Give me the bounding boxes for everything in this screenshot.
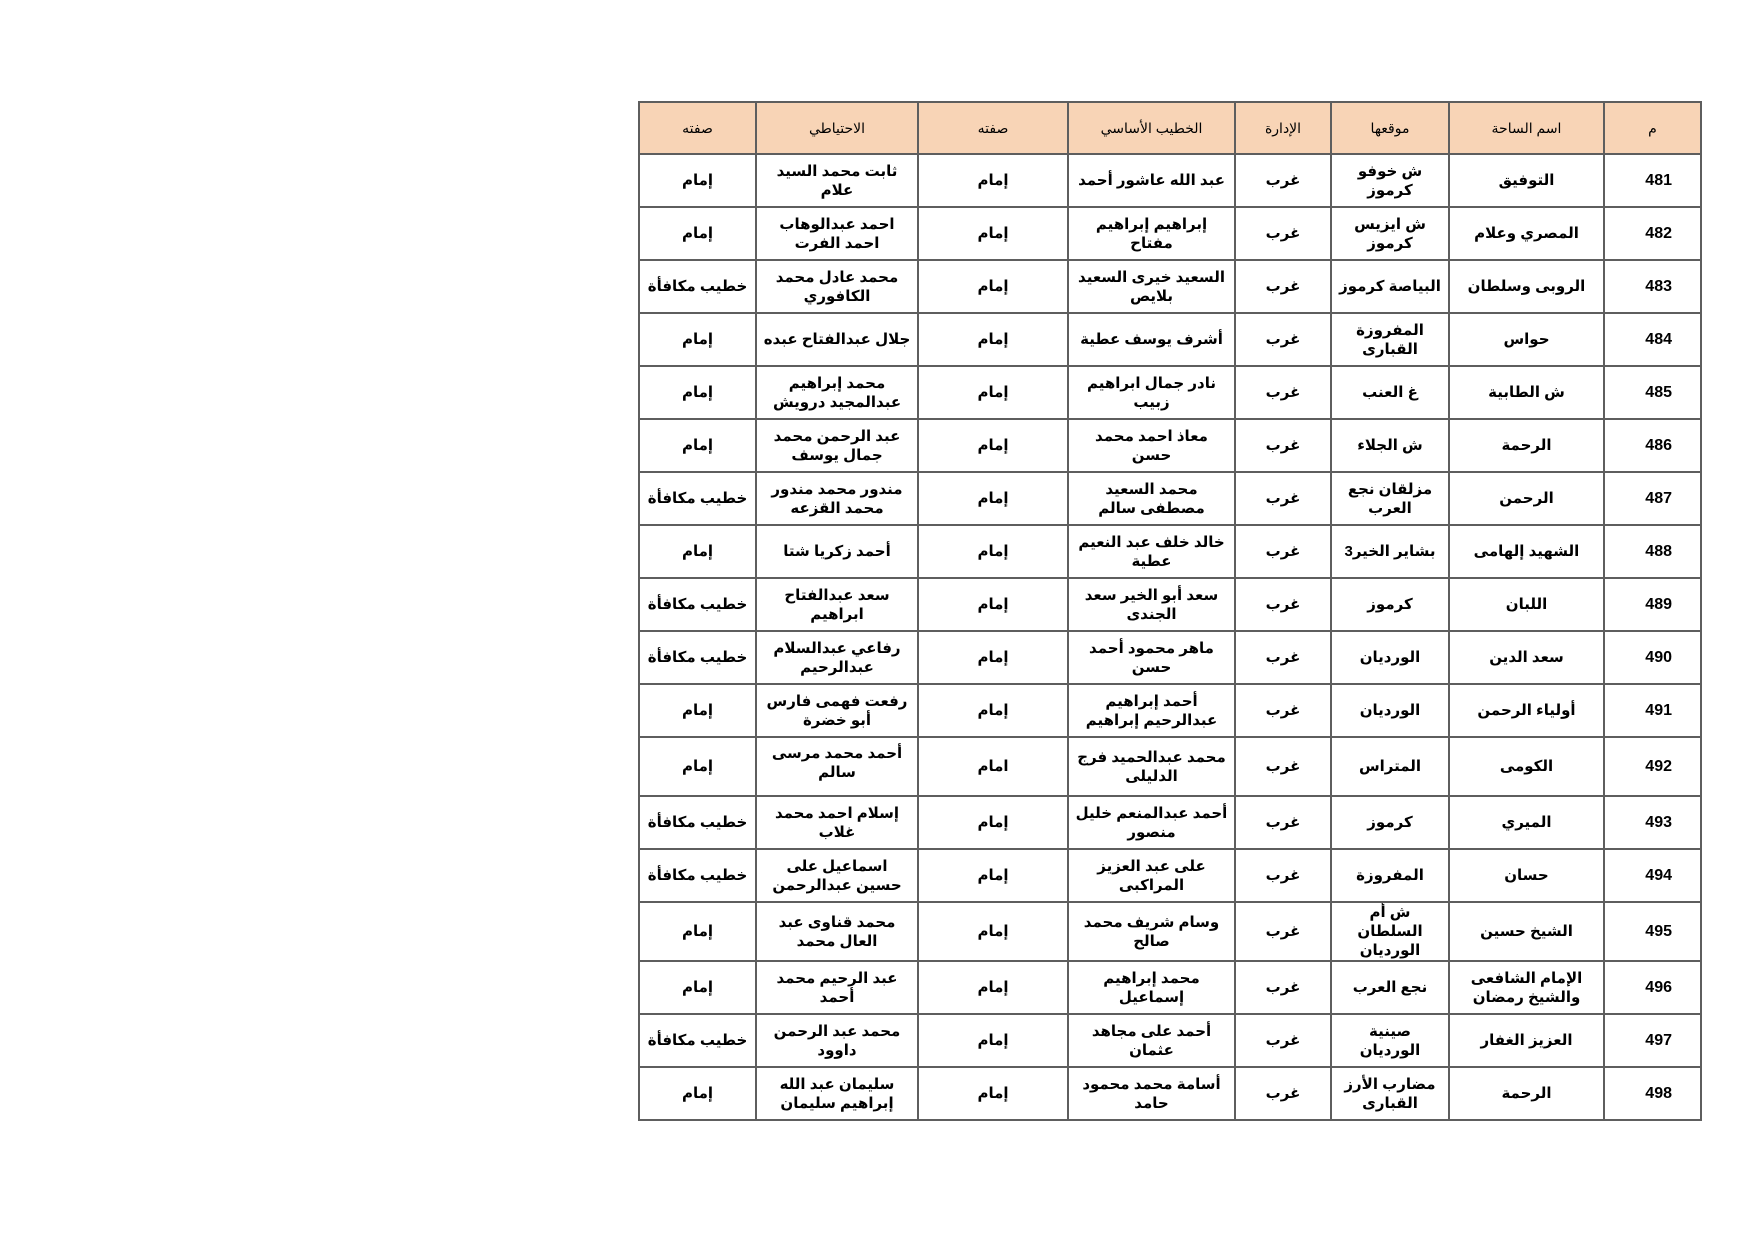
cell-administration: غرب — [1235, 849, 1331, 902]
cell-main-preacher: معاذ احمد محمد حسن — [1068, 419, 1235, 472]
header-administration: الإدارة — [1235, 102, 1331, 154]
cell-location: بشاير الخير3 — [1331, 525, 1449, 578]
table-row — [639, 313, 1701, 366]
cell-administration: غرب — [1235, 902, 1331, 961]
cell-main-role: إمام — [918, 260, 1068, 313]
cell-location: الورديان — [1331, 684, 1449, 737]
cell-number: 481 — [1604, 154, 1701, 207]
header-backup-role: صفته — [639, 102, 756, 154]
cell-backup: احمد عبدالوهاب احمد الفرت — [756, 207, 918, 260]
cell-main-preacher: ماهر محمود أحمد حسن — [1068, 631, 1235, 684]
table-row — [639, 737, 1701, 796]
cell-location: ش ايزيس كرموز — [1331, 207, 1449, 260]
cell-main-preacher: أحمد عبدالمنعم خليل منصور — [1068, 796, 1235, 849]
cell-square-name: العزيز الغفار — [1449, 1014, 1604, 1067]
cell-number: 488 — [1604, 525, 1701, 578]
table-row — [639, 207, 1701, 260]
cell-number: 498 — [1604, 1067, 1701, 1120]
table-row — [639, 1014, 1701, 1067]
cell-administration: غرب — [1235, 737, 1331, 796]
cell-location: ش خوفو كرموز — [1331, 154, 1449, 207]
cell-main-role: إمام — [918, 472, 1068, 525]
cell-location: ش الجلاء — [1331, 419, 1449, 472]
cell-backup-role: إمام — [639, 525, 756, 578]
cell-administration: غرب — [1235, 631, 1331, 684]
cell-backup-role: خطيب مكافأة — [639, 260, 756, 313]
cell-backup: رفاعي عبدالسلام عبدالرحيم — [756, 631, 918, 684]
cell-number: 496 — [1604, 961, 1701, 1014]
cell-square-name: الرحمة — [1449, 1067, 1604, 1120]
cell-backup: جلال عبدالفتاح عبده — [756, 313, 918, 366]
table-row — [639, 961, 1701, 1014]
cell-backup: عبد الرحيم محمد أحمد — [756, 961, 918, 1014]
cell-square-name: حواس — [1449, 313, 1604, 366]
cell-main-role: إمام — [918, 849, 1068, 902]
cell-main-preacher: عبد الله عاشور أحمد — [1068, 154, 1235, 207]
cell-backup-role: إمام — [639, 684, 756, 737]
cell-square-name: الروبى وسلطان — [1449, 260, 1604, 313]
cell-number: 495 — [1604, 902, 1701, 961]
cell-backup-role: إمام — [639, 154, 756, 207]
cell-main-preacher: إبراهيم إبراهيم مفتاح — [1068, 207, 1235, 260]
cell-main-role: إمام — [918, 902, 1068, 961]
cell-square-name: الرحمة — [1449, 419, 1604, 472]
cell-number: 492 — [1604, 737, 1701, 796]
cell-location: المفروزة — [1331, 849, 1449, 902]
header-main-preacher: الخطيب الأساسي — [1068, 102, 1235, 154]
cell-backup: عبد الرحمن محمد جمال يوسف — [756, 419, 918, 472]
table-row — [639, 260, 1701, 313]
cell-location: المتراس — [1331, 737, 1449, 796]
header-location: موقعها — [1331, 102, 1449, 154]
cell-backup-role: خطيب مكافأة — [639, 472, 756, 525]
cell-square-name: الشيخ حسين — [1449, 902, 1604, 961]
cell-number: 493 — [1604, 796, 1701, 849]
cell-main-role: إمام — [918, 313, 1068, 366]
cell-number: 487 — [1604, 472, 1701, 525]
cell-location: صينية الورديان — [1331, 1014, 1449, 1067]
cell-location: مضارب الأرز القبارى — [1331, 1067, 1449, 1120]
cell-administration: غرب — [1235, 961, 1331, 1014]
table-row — [639, 849, 1701, 902]
table-row — [639, 154, 1701, 207]
table-row — [639, 419, 1701, 472]
cell-number: 490 — [1604, 631, 1701, 684]
cell-administration: غرب — [1235, 472, 1331, 525]
cell-number: 489 — [1604, 578, 1701, 631]
cell-number: 483 — [1604, 260, 1701, 313]
cell-main-preacher: أسامة محمد محمود حامد — [1068, 1067, 1235, 1120]
cell-square-name: أولياء الرحمن — [1449, 684, 1604, 737]
cell-location: الورديان — [1331, 631, 1449, 684]
cell-main-role: إمام — [918, 631, 1068, 684]
cell-number: 484 — [1604, 313, 1701, 366]
cell-square-name: التوفيق — [1449, 154, 1604, 207]
cell-administration: غرب — [1235, 578, 1331, 631]
table-header-row — [639, 102, 1701, 154]
cell-main-preacher: نادر جمال ابراهيم زبيب — [1068, 366, 1235, 419]
table-row — [639, 578, 1701, 631]
cell-backup-role: إمام — [639, 1067, 756, 1120]
cell-backup: محمد عادل محمد الكافوري — [756, 260, 918, 313]
cell-location: كرموز — [1331, 796, 1449, 849]
cell-backup: مندور محمد مندور محمد القزعه — [756, 472, 918, 525]
cell-number: 494 — [1604, 849, 1701, 902]
cell-number: 491 — [1604, 684, 1701, 737]
cell-backup-role: إمام — [639, 313, 756, 366]
cell-main-role: إمام — [918, 1067, 1068, 1120]
cell-main-role: إمام — [918, 684, 1068, 737]
cell-administration: غرب — [1235, 207, 1331, 260]
table-row — [639, 525, 1701, 578]
cell-main-preacher: محمد إبراهيم إسماعيل — [1068, 961, 1235, 1014]
cell-square-name: الرحمن — [1449, 472, 1604, 525]
table-row — [639, 1067, 1701, 1120]
header-square-name: اسم الساحة — [1449, 102, 1604, 154]
cell-administration: غرب — [1235, 313, 1331, 366]
cell-administration: غرب — [1235, 154, 1331, 207]
table-row — [639, 472, 1701, 525]
table-row — [639, 366, 1701, 419]
table-row — [639, 796, 1701, 849]
header-number: م — [1604, 102, 1701, 154]
cell-administration: غرب — [1235, 1067, 1331, 1120]
cell-main-role: إمام — [918, 154, 1068, 207]
cell-administration: غرب — [1235, 525, 1331, 578]
cell-backup: أحمد محمد مرسى سالم — [756, 737, 918, 796]
cell-backup-role: خطيب مكافأة — [639, 578, 756, 631]
cell-square-name: المصري وعلام — [1449, 207, 1604, 260]
cell-backup: سليمان عبد الله إبراهيم سليمان — [756, 1067, 918, 1120]
cell-main-role: امام — [918, 737, 1068, 796]
cell-administration: غرب — [1235, 419, 1331, 472]
cell-location: نجع العرب — [1331, 961, 1449, 1014]
cell-backup: محمد إبراهيم عبدالمجيد درويش — [756, 366, 918, 419]
cell-location: كرموز — [1331, 578, 1449, 631]
cell-backup-role: إمام — [639, 419, 756, 472]
cell-main-role: إمام — [918, 419, 1068, 472]
cell-main-preacher: وسام شريف محمد صالح — [1068, 902, 1235, 961]
cell-location: البياصة كرموز — [1331, 260, 1449, 313]
cell-backup-role: خطيب مكافأة — [639, 631, 756, 684]
cell-administration: غرب — [1235, 1014, 1331, 1067]
cell-main-role: إمام — [918, 366, 1068, 419]
header-main-role: صفته — [918, 102, 1068, 154]
cell-backup: ثابت محمد السيد علام — [756, 154, 918, 207]
cell-administration: غرب — [1235, 366, 1331, 419]
cell-square-name: الكومى — [1449, 737, 1604, 796]
cell-square-name: اللبان — [1449, 578, 1604, 631]
cell-main-preacher: أشرف يوسف عطية — [1068, 313, 1235, 366]
cell-backup-role: خطيب مكافأة — [639, 796, 756, 849]
table-row — [639, 631, 1701, 684]
cell-main-role: إمام — [918, 961, 1068, 1014]
cell-backup: محمد عبد الرحمن داوود — [756, 1014, 918, 1067]
cell-number: 497 — [1604, 1014, 1701, 1067]
cell-main-preacher: خالد خلف عبد النعيم عطية — [1068, 525, 1235, 578]
cell-main-role: إمام — [918, 525, 1068, 578]
cell-square-name: سعد الدين — [1449, 631, 1604, 684]
header-backup: الاحتياطي — [756, 102, 918, 154]
cell-backup: سعد عبدالفتاح ابراهيم — [756, 578, 918, 631]
cell-backup: أحمد زكريا شتا — [756, 525, 918, 578]
cell-main-role: إمام — [918, 1014, 1068, 1067]
cell-backup-role: إمام — [639, 961, 756, 1014]
cell-location: غ العنب — [1331, 366, 1449, 419]
cell-backup: محمد قناوى عبد العال محمد — [756, 902, 918, 961]
cell-square-name: ش الطابية — [1449, 366, 1604, 419]
cell-number: 486 — [1604, 419, 1701, 472]
preachers-table — [638, 101, 1702, 1121]
cell-main-preacher: السعيد خيرى السعيد بلايص — [1068, 260, 1235, 313]
table-row — [639, 902, 1701, 961]
cell-backup-role: إمام — [639, 207, 756, 260]
cell-main-role: إمام — [918, 578, 1068, 631]
cell-administration: غرب — [1235, 796, 1331, 849]
cell-backup-role: خطيب مكافأة — [639, 849, 756, 902]
cell-main-preacher: سعد أبو الخير سعد الجندى — [1068, 578, 1235, 631]
cell-location: مزلقان نجع العرب — [1331, 472, 1449, 525]
cell-number: 482 — [1604, 207, 1701, 260]
cell-backup: اسماعيل على حسين عبدالرحمن — [756, 849, 918, 902]
cell-administration: غرب — [1235, 260, 1331, 313]
cell-backup-role: إمام — [639, 902, 756, 961]
cell-main-preacher: على عبد العزيز المراكبى — [1068, 849, 1235, 902]
cell-main-preacher: أحمد على مجاهد عثمان — [1068, 1014, 1235, 1067]
cell-main-preacher: محمد عبدالحميد فرج الدليلى — [1068, 737, 1235, 796]
cell-backup: رفعت فهمى فارس أبو خضرة — [756, 684, 918, 737]
cell-main-preacher: أحمد إبراهيم عبدالرحيم إبراهيم — [1068, 684, 1235, 737]
cell-backup: إسلام احمد محمد غلاب — [756, 796, 918, 849]
cell-number: 485 — [1604, 366, 1701, 419]
cell-main-role: إمام — [918, 207, 1068, 260]
cell-backup-role: إمام — [639, 366, 756, 419]
cell-square-name: حسان — [1449, 849, 1604, 902]
cell-main-preacher: محمد السعيد مصطفى سالم — [1068, 472, 1235, 525]
cell-backup-role: إمام — [639, 737, 756, 796]
cell-backup-role: خطيب مكافأة — [639, 1014, 756, 1067]
cell-location: المفروزة القبارى — [1331, 313, 1449, 366]
cell-main-role: إمام — [918, 796, 1068, 849]
table-row — [639, 684, 1701, 737]
cell-administration: غرب — [1235, 684, 1331, 737]
cell-square-name: الميري — [1449, 796, 1604, 849]
cell-square-name: الإمام الشافعى والشيخ رمضان — [1449, 961, 1604, 1014]
cell-square-name: الشهيد إلهامى — [1449, 525, 1604, 578]
cell-location: ش أم السلطان الورديان — [1331, 902, 1449, 961]
